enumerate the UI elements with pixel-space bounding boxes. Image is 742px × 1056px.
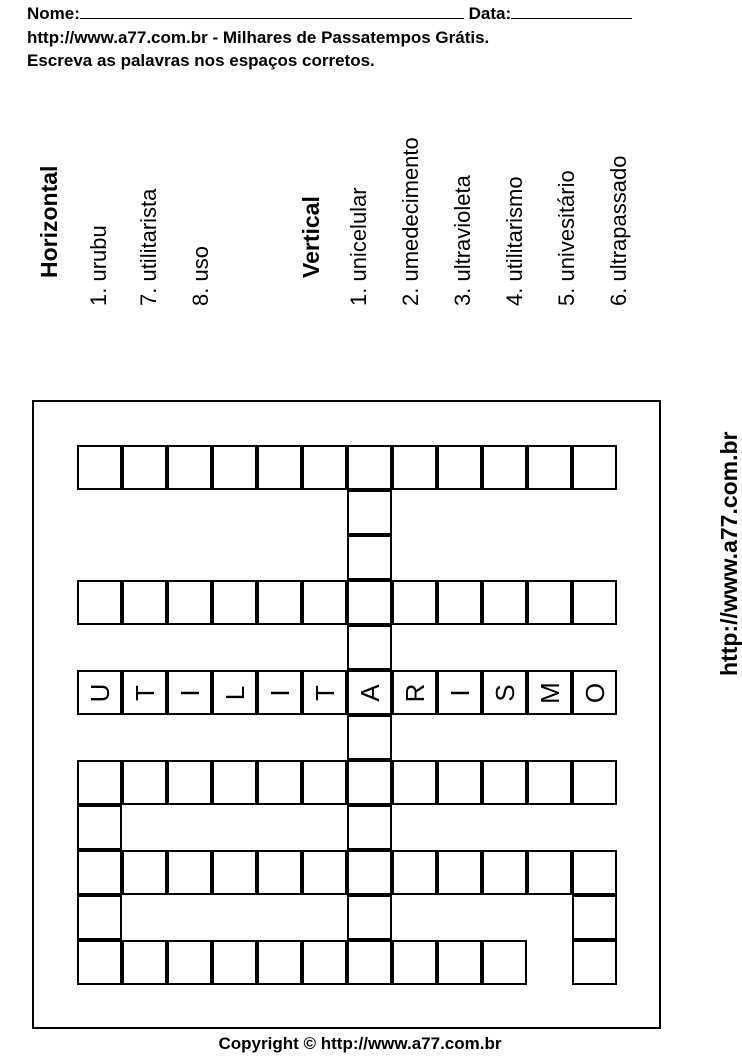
grid-cell[interactable]	[482, 850, 527, 895]
grid-cell[interactable]	[347, 625, 392, 670]
grid-cell[interactable]	[392, 940, 437, 985]
horizontal-clue: 7. utilitarista	[136, 188, 161, 306]
grid-cell[interactable]	[527, 670, 572, 715]
grid-cell[interactable]	[347, 940, 392, 985]
grid-cell[interactable]	[482, 580, 527, 625]
grid-cell[interactable]	[572, 670, 617, 715]
grid-cell[interactable]	[77, 895, 122, 940]
grid-cell[interactable]	[167, 940, 212, 985]
grid-cell[interactable]	[392, 445, 437, 490]
grid-cell[interactable]	[122, 850, 167, 895]
name-blank[interactable]	[80, 3, 464, 19]
grid-letter: T	[129, 684, 160, 701]
grid-cell[interactable]	[527, 850, 572, 895]
grid-cell[interactable]	[122, 580, 167, 625]
grid-cell[interactable]	[77, 805, 122, 850]
grid-cell[interactable]	[167, 760, 212, 805]
grid-cell[interactable]	[572, 445, 617, 490]
grid-cell[interactable]	[257, 940, 302, 985]
grid-cell[interactable]	[77, 670, 122, 715]
vertical-clue: 1. unicelular	[346, 187, 371, 306]
grid-cell[interactable]	[167, 850, 212, 895]
grid-cell[interactable]	[257, 580, 302, 625]
grid-cell[interactable]	[257, 670, 302, 715]
grid-cell[interactable]	[167, 445, 212, 490]
grid-cell[interactable]	[347, 760, 392, 805]
name-label: Nome:	[27, 4, 80, 23]
grid-cell[interactable]	[212, 850, 257, 895]
grid-cell[interactable]	[302, 940, 347, 985]
grid-cell[interactable]	[302, 760, 347, 805]
grid-cell[interactable]	[212, 580, 257, 625]
date-label: Data:	[468, 4, 512, 23]
grid-cell[interactable]	[347, 850, 392, 895]
grid-cell[interactable]	[257, 445, 302, 490]
grid-cell[interactable]	[482, 940, 527, 985]
grid-cell[interactable]	[167, 670, 212, 715]
grid-cell[interactable]	[347, 805, 392, 850]
grid-cell[interactable]	[77, 580, 122, 625]
grid-cell[interactable]	[257, 850, 302, 895]
grid-letter: U	[84, 683, 115, 702]
vertical-clue: 5. univesitário	[554, 170, 579, 306]
grid-letter: T	[309, 684, 340, 701]
vertical-title: Vertical	[298, 196, 324, 278]
grid-cell[interactable]	[437, 760, 482, 805]
horizontal-clue: 1. urubu	[86, 225, 111, 306]
grid-cell[interactable]	[122, 760, 167, 805]
grid-cell[interactable]	[527, 760, 572, 805]
vertical-clue: 2. umedecimento	[398, 137, 423, 306]
grid-cell[interactable]	[572, 580, 617, 625]
grid-cell[interactable]	[77, 940, 122, 985]
instructions: Escreva as palavras nos espaços corretos.	[27, 51, 375, 70]
grid-cell[interactable]	[167, 580, 212, 625]
grid-letter: O	[579, 682, 610, 703]
grid-cell[interactable]	[347, 895, 392, 940]
vertical-clue: 3. ultravioleta	[450, 175, 475, 306]
grid-cell[interactable]	[122, 445, 167, 490]
grid-cell[interactable]	[77, 445, 122, 490]
grid-cell[interactable]	[77, 850, 122, 895]
grid-cell[interactable]	[302, 580, 347, 625]
copyright: Copyright © http://www.a77.com.br	[218, 1034, 502, 1053]
grid-cell[interactable]	[572, 850, 617, 895]
grid-cell[interactable]	[572, 895, 617, 940]
grid-cell[interactable]	[122, 940, 167, 985]
grid-cell[interactable]	[347, 490, 392, 535]
date-blank[interactable]	[511, 3, 632, 19]
grid-cell[interactable]	[527, 580, 572, 625]
grid-cell[interactable]	[347, 535, 392, 580]
horizontal-clue: 8. uso	[188, 246, 213, 306]
grid-cell[interactable]	[212, 940, 257, 985]
grid-cell[interactable]	[482, 760, 527, 805]
grid-letter: M	[534, 681, 565, 704]
name-date-line	[27, 3, 632, 24]
vertical-clue: 6. ultrapassado	[606, 155, 631, 306]
vertical-clue: 4. utilitarismo	[502, 176, 527, 306]
grid-cell[interactable]	[482, 445, 527, 490]
horizontal-title: Horizontal	[36, 165, 62, 278]
grid-letter: A	[354, 683, 385, 702]
grid-cell[interactable]	[302, 445, 347, 490]
grid-cell[interactable]	[527, 445, 572, 490]
grid-letter: I	[264, 688, 295, 697]
grid-cell[interactable]	[347, 715, 392, 760]
grid-cell[interactable]	[437, 445, 482, 490]
grid-cell[interactable]	[257, 760, 302, 805]
grid-cell[interactable]	[302, 670, 347, 715]
grid-cell[interactable]	[77, 760, 122, 805]
grid-cell[interactable]	[212, 670, 257, 715]
grid-letter: R	[399, 683, 430, 702]
grid-cell[interactable]	[437, 850, 482, 895]
grid-cell[interactable]	[437, 940, 482, 985]
grid-cell[interactable]	[437, 580, 482, 625]
grid-cell[interactable]	[482, 670, 527, 715]
grid-letter: S	[489, 683, 520, 702]
grid-cell[interactable]	[572, 760, 617, 805]
grid-cell[interactable]	[392, 670, 437, 715]
grid-cell[interactable]	[392, 580, 437, 625]
grid-cell[interactable]	[437, 670, 482, 715]
grid-letter: I	[174, 688, 205, 697]
grid-cell[interactable]	[122, 670, 167, 715]
grid-cell[interactable]	[302, 850, 347, 895]
grid-cell[interactable]	[347, 670, 392, 715]
grid-cell[interactable]	[347, 445, 392, 490]
grid-letter: L	[219, 685, 250, 700]
grid-cell[interactable]	[347, 580, 392, 625]
grid-cell[interactable]	[392, 850, 437, 895]
side-url: http://www.a77.com.br	[716, 431, 742, 676]
grid-cell[interactable]	[212, 760, 257, 805]
grid-cell[interactable]	[212, 445, 257, 490]
site-line: http://www.a77.com.br - Milhares de Passatempos Grátis.	[27, 28, 490, 47]
grid-cell[interactable]	[572, 940, 617, 985]
grid-letter: I	[444, 688, 475, 697]
grid-cell[interactable]	[392, 760, 437, 805]
